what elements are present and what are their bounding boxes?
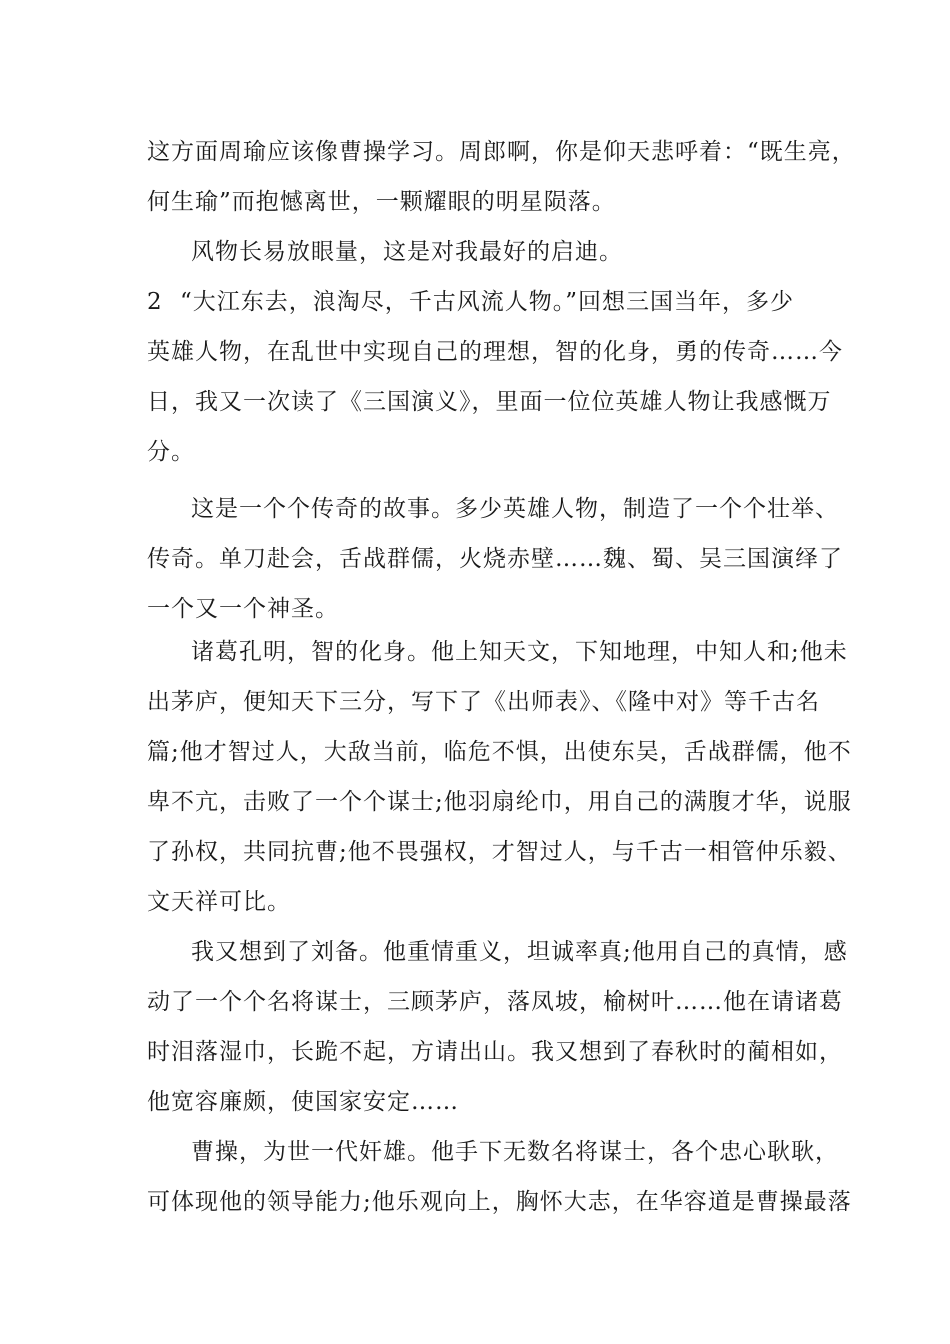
text-line: 传奇。单刀赴会，舌战群儒，火烧赤壁……魏、蜀、吴三国演绎了: [147, 546, 843, 572]
text-line: 这方面周瑜应该像曹操学习。周郎啊，你是仰天悲呼着：“既生亮，: [147, 139, 856, 165]
text-line: “大江东去，浪淘尽，千古风流人物。”回想三国当年，多少: [180, 289, 795, 315]
text-line: 时泪落湿巾，长跪不起，方请出山。我又想到了春秋时的蔺相如，: [147, 1039, 843, 1065]
text-line: 动了一个个名将谋士，三顾茅庐，落凤坡，榆树叶……他在请诸葛: [147, 989, 843, 1015]
text-line: 我又想到了刘备。他重情重义，坦诚率真;他用自己的真情，感: [191, 939, 848, 965]
text-line: 分。: [147, 439, 195, 465]
text-line: 一个又一个神圣。: [147, 596, 339, 622]
text-line: 日，我又一次读了《三国演义》，里面一位位英雄人物让我感慨万: [147, 389, 832, 415]
text-line: 了孙权，共同抗曹;他不畏强权，才智过人，与千古一相管仲乐毅、: [147, 839, 852, 865]
section-number: 2: [147, 289, 162, 315]
text-line: 他宽容廉颇，使国家安定……: [147, 1089, 459, 1115]
text-line: 诸葛孔明，智的化身。他上知天文，下知地理，中知人和;他未: [191, 639, 848, 665]
text-line: 这是一个个传奇的故事。多少英雄人物，制造了一个个壮举、: [191, 496, 839, 522]
text-line: 英雄人物，在乱世中实现自己的理想，智的化身，勇的传奇……今: [147, 339, 843, 365]
text-line: 风物长易放眼量，这是对我最好的启迪。: [191, 239, 623, 265]
text-line: 曹操，为世一代奸雄。他手下无数名将谋士，各个忠心耿耿，: [191, 1139, 839, 1165]
text-line: 可体现他的领导能力;他乐观向上，胸怀大志，在华容道是曹操最落: [147, 1189, 852, 1215]
text-line: 篇;他才智过人，大敌当前，临危不惧，出使东吴，舌战群儒，他不: [147, 739, 852, 765]
text-line: 出茅庐，便知天下三分，写下了《出师表》、《隆中对》等千古名: [147, 689, 820, 715]
text-line: 文天祥可比。: [147, 889, 291, 915]
text-line: 何生瑜”而抱憾离世，一颗耀眼的明星陨落。: [147, 189, 616, 215]
text-line: 卑不亢，击败了一个个谋士;他羽扇纶巾，用自己的满腹才华，说服: [147, 789, 852, 815]
